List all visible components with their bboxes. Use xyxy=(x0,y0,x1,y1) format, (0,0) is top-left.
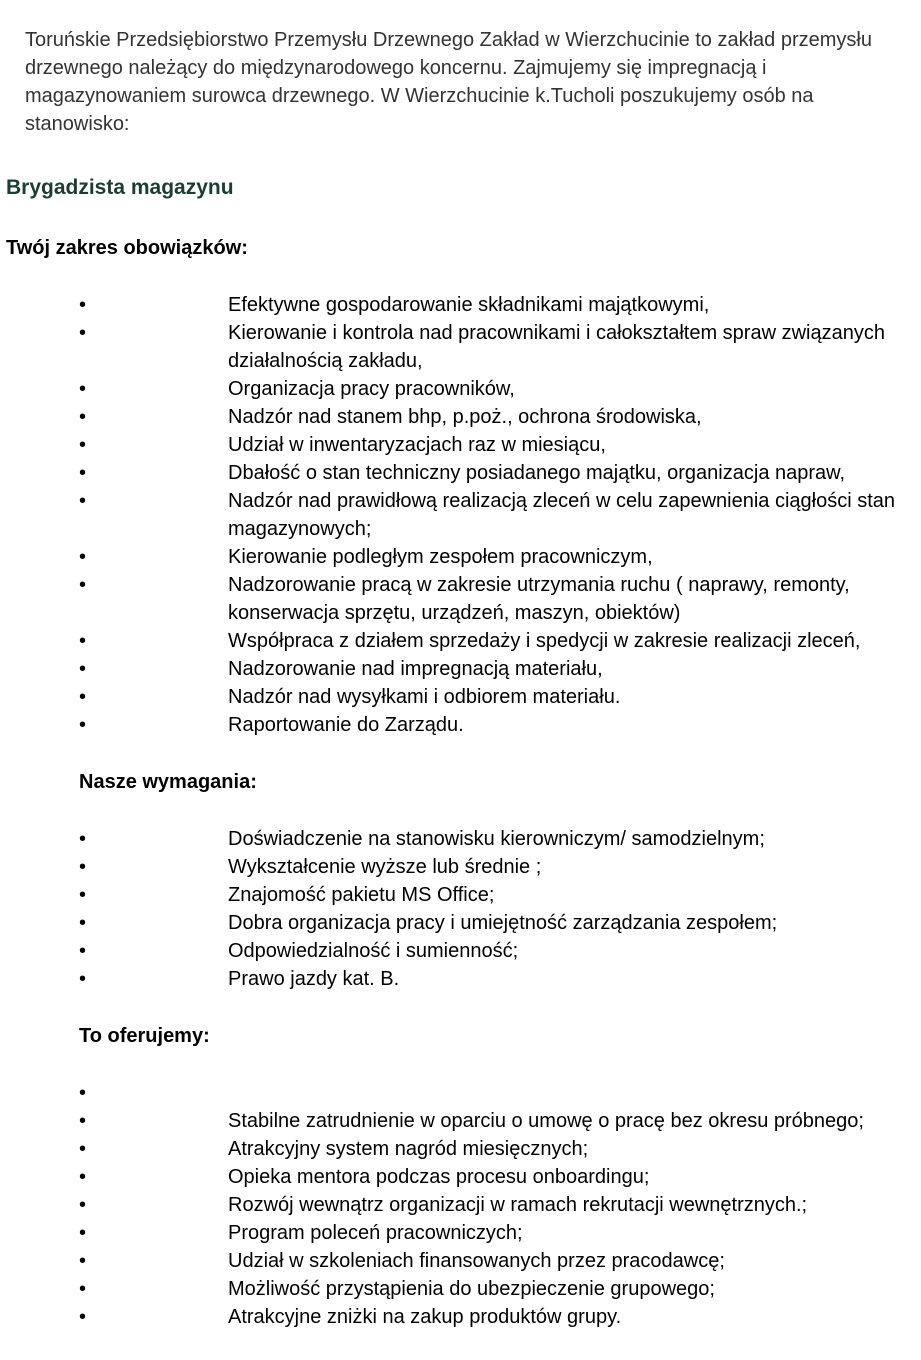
list-item xyxy=(0,881,921,909)
bullet-icon: • xyxy=(79,940,87,962)
list-item xyxy=(0,683,921,711)
bullet-icon: • xyxy=(79,1278,87,1300)
list-item-text: Nadzorowanie nad impregnacją materiału, xyxy=(228,658,603,680)
list-item-text: Nadzór nad stanem bhp, p.poż., ochrona środowiska, xyxy=(228,406,702,428)
list-item xyxy=(0,431,921,459)
list-item-text: Możliwość przystąpienia do ubezpieczenie grupowego; xyxy=(228,1278,715,1300)
bullet-icon: • xyxy=(79,968,87,990)
bullet-icon: • xyxy=(79,490,87,512)
list-item xyxy=(0,403,921,431)
list-item xyxy=(0,543,921,571)
list-item-text: Raportowanie do Zarządu. xyxy=(228,714,464,736)
list-item xyxy=(0,291,921,319)
bullet-icon: • xyxy=(79,828,87,850)
list-item xyxy=(0,375,921,403)
list-item-text: Kierowanie podległym zespołem pracowniczym, xyxy=(228,546,653,568)
list-item-text: Atrakcyjny system nagród miesięcznych; xyxy=(228,1138,589,1160)
list-item xyxy=(0,1247,921,1275)
list-item xyxy=(0,937,921,965)
list-item xyxy=(0,571,921,627)
list-item xyxy=(0,853,921,881)
list-item xyxy=(0,909,921,937)
list-item xyxy=(0,1107,921,1135)
list-item xyxy=(0,1135,921,1163)
list-item xyxy=(0,711,921,739)
bullet-icon: • xyxy=(79,856,87,878)
list-item xyxy=(0,1079,921,1107)
bullet-icon: • xyxy=(79,630,87,652)
list-item-text: Efektywne gospodarowanie składnikami majątkowymi, xyxy=(228,294,710,316)
list-item-text: Nadzór nad wysyłkami i odbiorem materiału. xyxy=(228,686,621,708)
list-item-text: Dobra organizacja pracy i umiejętność zarządzania zespołem; xyxy=(228,912,778,934)
bullet-icon: • xyxy=(79,322,87,344)
list-item xyxy=(0,1219,921,1247)
list-item-text: Atrakcyjne zniżki na zakup produktów grupy. xyxy=(228,1306,622,1328)
list-item xyxy=(0,655,921,683)
list-item xyxy=(0,965,921,993)
list-item xyxy=(0,825,921,853)
bullet-icon: • xyxy=(79,1250,87,1272)
list-item-text: Kierowanie i kontrola nad pracownikami i całokształtem spraw związanych działalnością zakładu, xyxy=(228,322,885,372)
bullet-icon: • xyxy=(79,434,87,456)
bullet-icon: • xyxy=(79,912,87,934)
bullet-icon: • xyxy=(79,462,87,484)
list-item-text: Odpowiedzialność i sumienność; xyxy=(228,940,519,962)
list-item-text: Nadzorowanie pracą w zakresie utrzymania ruchu ( naprawy, remonty, konserwacja sprzętu, urządzeń, maszyn, obiektów) xyxy=(228,574,850,624)
bullet-icon: • xyxy=(79,546,87,568)
bullet-icon: • xyxy=(79,1082,87,1104)
list-item-text: Opieka mentora podczas procesu onboardingu; xyxy=(228,1166,650,1188)
bullet-icon: • xyxy=(79,1222,87,1244)
bullet-icon: • xyxy=(79,1194,87,1216)
list-item xyxy=(0,1163,921,1191)
list-item xyxy=(0,627,921,655)
bullet-icon: • xyxy=(79,1306,87,1328)
list-item-text: Stabilne zatrudnienie w oparciu o umowę o pracę bez okresu próbnego; xyxy=(228,1110,864,1132)
list-item-text: Prawo jazdy kat. B. xyxy=(228,968,400,990)
list-item-text: Dbałość o stan techniczny posiadanego majątku, organizacja napraw, xyxy=(228,462,846,484)
bullet-icon: • xyxy=(79,378,87,400)
list-item xyxy=(0,319,921,375)
list-item-text: Udział w szkoleniach finansowanych przez pracodawcę; xyxy=(228,1250,725,1272)
list-item xyxy=(0,487,921,543)
list-item xyxy=(0,1191,921,1219)
requirements-heading: Nasze wymagania: xyxy=(79,771,257,793)
duties-heading: Twój zakres obowiązków: xyxy=(6,237,248,259)
list-item xyxy=(0,1303,921,1331)
list-item-text: Doświadczenie na stanowisku kierowniczym/ samodzielnym; xyxy=(228,828,765,850)
requirements-list xyxy=(0,825,921,993)
offer-list xyxy=(0,1079,921,1331)
bullet-icon: • xyxy=(79,714,87,736)
list-item-text: Znajomość pakietu MS Office; xyxy=(228,884,495,906)
list-item-text: Rozwój wewnątrz organizacji w ramach rekrutacji wewnętrznych.; xyxy=(228,1194,808,1216)
list-item-text: Wykształcenie wyższe lub średnie ; xyxy=(228,856,542,878)
intro-paragraph: Toruńskie Przedsiębiorstwo Przemysłu Drzewnego Zakład w Wierzchucinie to zakład przemysłu drzewnego należący do międzynarodowego koncernu. Zajmujemy się impregnacją i magazynowaniem surowca drzewnego. W Wierzchucinie k.Tucholi poszukujemy osób na stanowisko: xyxy=(25,29,872,135)
list-item xyxy=(0,1275,921,1303)
bullet-icon: • xyxy=(79,686,87,708)
offer-heading: To oferujemy: xyxy=(79,1025,210,1047)
bullet-icon: • xyxy=(79,294,87,316)
bullet-icon: • xyxy=(79,574,87,596)
bullet-icon: • xyxy=(79,1166,87,1188)
list-item-text: Organizacja pracy pracowników, xyxy=(228,378,515,400)
duties-list xyxy=(0,291,921,739)
bullet-icon: • xyxy=(79,1110,87,1132)
bullet-icon: • xyxy=(79,406,87,428)
job-title: Brygadzista magazynu xyxy=(6,176,234,199)
list-item xyxy=(0,459,921,487)
list-item-text: Współpraca z działem sprzedaży i spedycji w zakresie realizacji zleceń, xyxy=(228,630,861,652)
list-item-text: Program poleceń pracowniczych; xyxy=(228,1222,523,1244)
list-item-text: Udział w inwentaryzacjach raz w miesiącu, xyxy=(228,434,606,456)
list-item-text: Nadzór nad prawidłową realizacją zleceń w celu zapewnienia ciągłości stan magazynowych; xyxy=(228,490,896,540)
bullet-icon: • xyxy=(79,658,87,680)
bullet-icon: • xyxy=(79,1138,87,1160)
bullet-icon: • xyxy=(79,884,87,906)
